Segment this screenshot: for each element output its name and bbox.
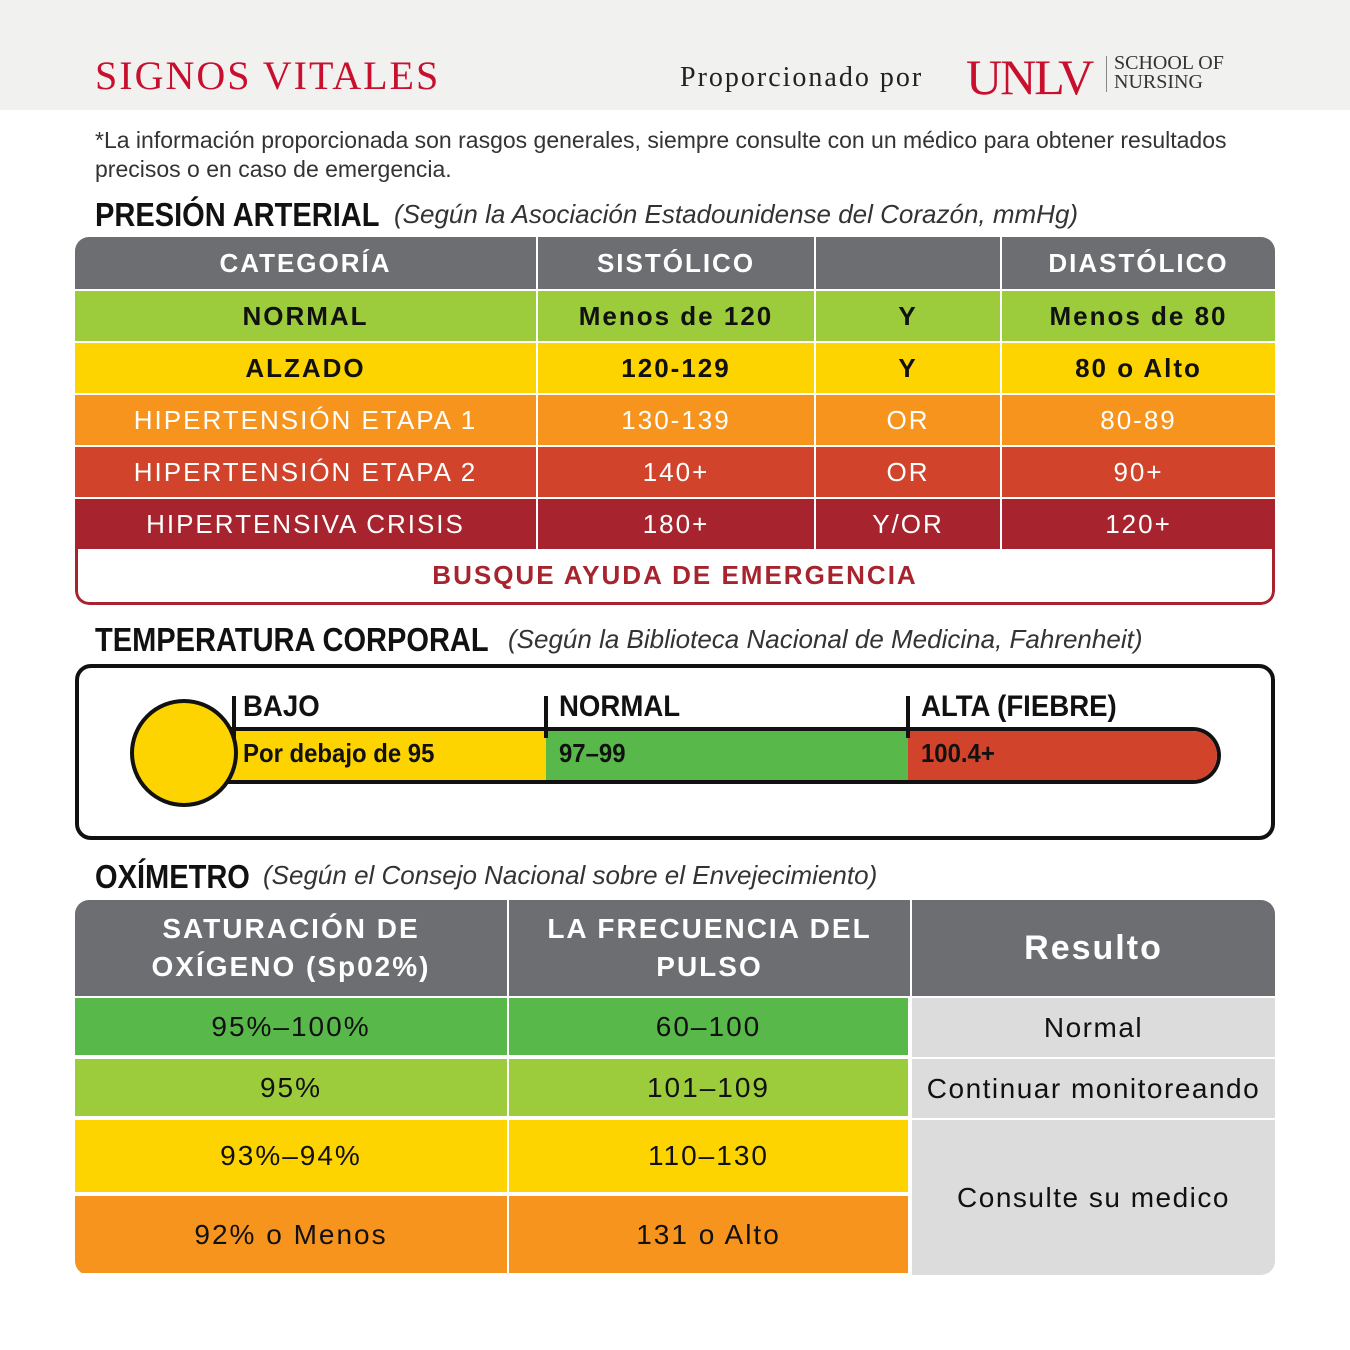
unlv-logo: UNLV [966,49,1093,105]
header-saturation: SATURACIÓN DE OXÍGENO (Sp02%) [75,900,509,996]
header-diastolic: DIASTÓLICO [1002,237,1275,289]
oximeter-source: (Según el Consejo Nacional sobre el Envejecimiento) [263,860,878,890]
category-cell: NORMAL [75,291,538,341]
saturation-cell: 95%–100% [75,998,509,1055]
range-normal-value: 97–99 [559,738,626,768]
oximeter-title: OXÍMETRO [95,858,250,895]
tick-high [906,696,910,738]
range-high-label: ALTA (FIEBRE) [921,690,1117,723]
table-row [75,998,910,1057]
table-row [75,395,1275,447]
pulse-cell: 60–100 [509,998,910,1055]
blood-pressure-table [75,237,1275,605]
range-low-label: BAJO [243,690,320,723]
header-systolic: SISTÓLICO [538,237,816,289]
school-of-nursing-logo: SCHOOL OF NURSING [1114,54,1224,92]
saturation-cell: 93%–94% [75,1120,509,1192]
systolic-cell: 130-139 [538,395,816,445]
emergency-notice: BUSQUE AYUDA DE EMERGENCIA [75,549,1275,605]
table-header-row [75,237,1275,289]
conjunction-cell: Y [816,291,1002,341]
logo-divider [1106,56,1107,92]
category-cell: HIPERTENSIVA CRISIS [75,499,538,549]
tick-low [232,696,236,738]
range-low-value: Por debajo de 95 [243,738,435,768]
table-row [75,447,1275,499]
result-monitor: Continuar monitoreando [912,1059,1275,1118]
header-result: Resulto [912,900,1275,996]
diastolic-cell: 120+ [1002,499,1275,549]
category-cell: HIPERTENSIÓN ETAPA 1 [75,395,538,445]
conjunction-cell: OR [816,395,1002,445]
saturation-cell: 92% o Menos [75,1196,509,1273]
header-pulse: LA FRECUENCIA DEL PULSO [509,900,912,996]
table-row [75,1120,910,1194]
saturation-cell: 95% [75,1059,509,1116]
oximeter-table [75,900,1275,1275]
conjunction-cell: OR [816,447,1002,497]
oximeter-header-row [75,900,1275,996]
systolic-cell: 180+ [538,499,816,549]
provided-by-text: Proporcionado por [680,62,924,93]
header-category: CATEGORÍA [75,237,538,289]
pulse-cell: 131 o Alto [509,1196,910,1273]
table-row [75,499,1275,551]
conjunction-cell: Y/OR [816,499,1002,549]
category-cell: ALZADO [75,343,538,393]
table-row [75,343,1275,395]
tick-normal [544,696,548,738]
diastolic-cell: 90+ [1002,447,1275,497]
systolic-cell: 120-129 [538,343,816,393]
diastolic-cell: 80-89 [1002,395,1275,445]
disclaimer: *La información proporcionada son rasgos generales, siempre consulte con un médico para obtener resultados precisos o en caso de emergencia. [95,127,1227,182]
result-normal: Normal [912,998,1275,1057]
range-high-value: 100.4+ [921,738,995,768]
category-cell: HIPERTENSIÓN ETAPA 2 [75,447,538,497]
pulse-cell: 110–130 [509,1120,910,1192]
conjunction-cell: Y [816,343,1002,393]
table-row [75,291,1275,343]
systolic-cell: Menos de 120 [538,291,816,341]
temperature-source: (Según la Biblioteca Nacional de Medicina, Fahrenheit) [508,624,1143,654]
table-row [75,1196,910,1275]
range-normal-label: NORMAL [559,690,681,723]
blood-pressure-source: (Según la Asociación Estadounidense del Corazón, mmHg) [394,199,1079,229]
result-consult: Consulte su medico [912,1120,1275,1275]
systolic-cell: 140+ [538,447,816,497]
blood-pressure-title: PRESIÓN ARTERIAL [95,196,380,233]
temperature-title: TEMPERATURA CORPORAL [95,621,489,658]
pulse-cell: 101–109 [509,1059,910,1116]
diastolic-cell: Menos de 80 [1002,291,1275,341]
page-title: SIGNOS VITALES [95,53,441,98]
header-conjunction [816,237,1002,289]
table-row [75,1059,910,1118]
thermometer-bulb [130,699,238,807]
diastolic-cell: 80 o Alto [1002,343,1275,393]
